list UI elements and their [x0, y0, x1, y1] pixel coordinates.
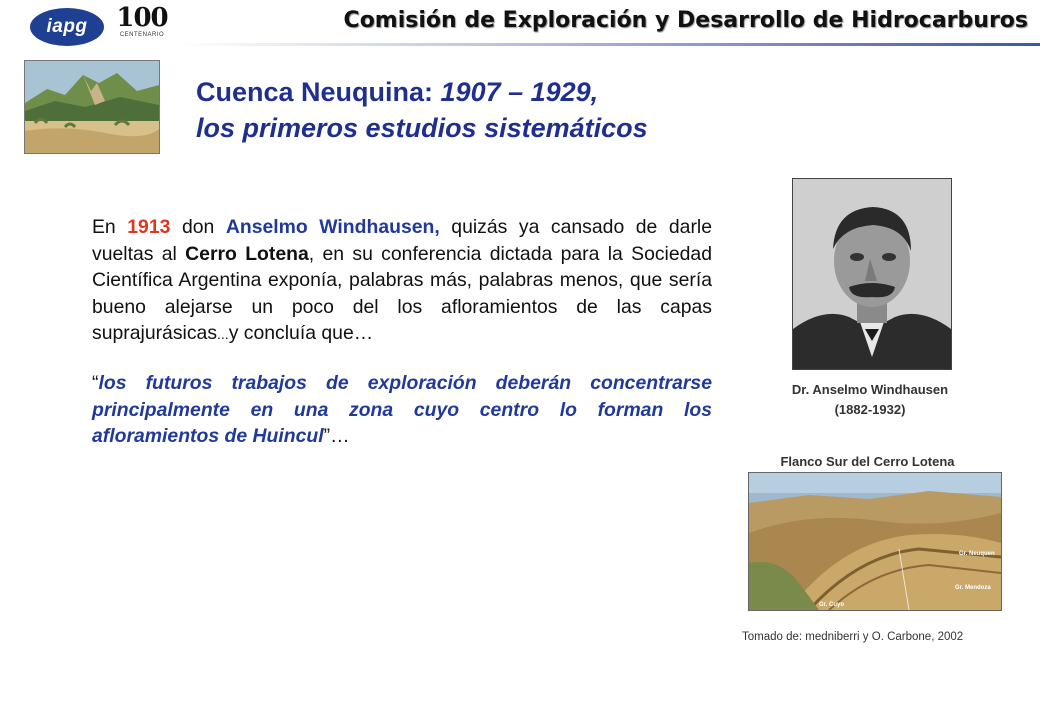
header-divider	[180, 43, 1040, 46]
body-text-run: En	[92, 216, 128, 238]
ellipsis: ...	[217, 326, 229, 343]
landscape-painting-image	[25, 61, 159, 153]
slide-title-plain: Cuenca Neuquina:	[196, 77, 441, 107]
photo-caption: Flanco Sur del Cerro Lotena	[780, 454, 955, 469]
gr-cuyo-label: Gr. Cuyo	[819, 602, 845, 608]
body-text-run: , en su conferencia dictada para la Sociedad Científica Argentina exponía, palabras más, palabras menos, que sería bueno alejarse un poco del los afloramientos de las capas suprajurásicas	[92, 242, 712, 345]
quote-paragraph	[92, 370, 712, 450]
quote-close-mark: ”…	[323, 425, 350, 448]
slide-title	[196, 74, 648, 146]
gr-neuquen-label: Gr. Neuquen	[959, 551, 995, 557]
portrait-name: Dr. Anselmo Windhausen	[791, 382, 949, 397]
body-text	[92, 214, 712, 450]
windhausen-portrait	[792, 178, 952, 370]
gr-mendoza-label: Gr. Mendoza	[955, 585, 991, 591]
quote-open-mark: “	[92, 371, 99, 394]
cerro-lotena-highlight: Cerro Lotena	[185, 242, 309, 265]
body-text-run: quizás ya cansado de darle vueltas al	[92, 216, 712, 265]
portrait-caption	[760, 380, 980, 420]
header-title: Comisión de Exploración y Desarrollo de Hidrocarburos	[343, 8, 1028, 33]
name-highlight: Anselmo Windhausen,	[225, 216, 440, 238]
slide-title-years: 1907 – 1929,	[440, 77, 599, 107]
centenario-logo-text: CENTENARIO	[119, 32, 165, 38]
body-text-run: y concluía que…	[228, 322, 374, 345]
iapg-logo	[30, 8, 104, 46]
body-paragraph	[92, 214, 712, 348]
centenario-logo-mark: 100	[116, 3, 168, 33]
centenario-logo	[114, 4, 170, 52]
body-text-run: don	[170, 216, 226, 238]
cerro-lotena-photo	[748, 472, 1002, 611]
quote-text: los futuros trabajos de exploración deberán concentrarse principalmente en una zona cuyo centro lo forman los afloramientos de Huincul	[92, 371, 712, 448]
landscape-painting	[24, 60, 160, 154]
portrait-years: (1882-1932)	[834, 402, 906, 417]
iapg-logo-text: iapg	[46, 16, 88, 37]
slide-title-line2: los primeros estudios sistemáticos	[196, 113, 648, 143]
year-highlight: 1913	[127, 216, 171, 238]
slide-title-line1	[196, 74, 648, 110]
source-credit: Tomado de: medniberri y O. Carbone, 2002	[742, 631, 964, 643]
portrait-image	[793, 179, 951, 369]
cerro-lotena-photo-image	[749, 473, 1001, 610]
